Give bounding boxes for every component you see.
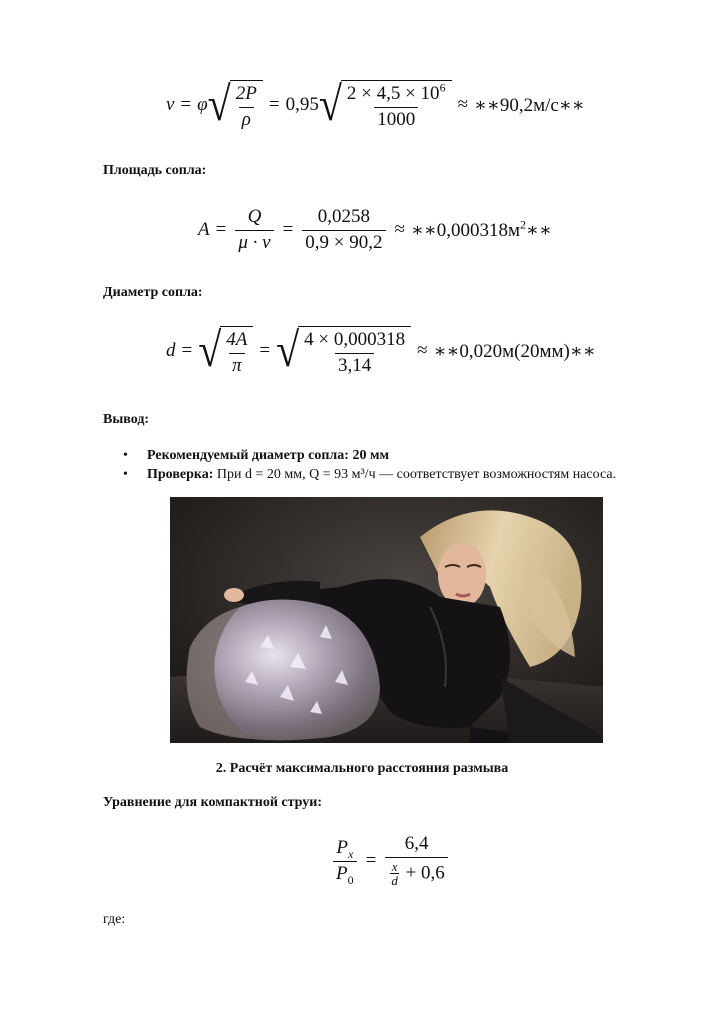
sqrt-numeric xyxy=(319,80,452,131)
sqrt-symbolic xyxy=(208,80,263,131)
numerator-symbolic: 2P xyxy=(235,83,257,104)
numerator-symbolic: 4A xyxy=(226,329,248,350)
heading-nozzle-diameter: Диаметр сопла: xyxy=(103,285,203,300)
area-result-value: ∗∗0,000318м xyxy=(410,219,521,241)
var-d: d xyxy=(166,340,176,362)
sqrt-symbolic xyxy=(198,326,253,377)
conclusion-list xyxy=(103,446,616,484)
numerator-value: 4 × 0,000318 xyxy=(304,329,406,350)
numerator-value: 6,4 xyxy=(404,833,429,854)
equals-sign: = xyxy=(365,850,377,872)
radical-icon: √ xyxy=(207,78,231,132)
list-item-text: При d = 20 мм, Q = 93 м³/ч — соответствует возможностям насоса. xyxy=(213,467,617,482)
bullet-icon: • xyxy=(123,448,128,463)
denominator-symbolic: π xyxy=(232,354,242,376)
equals-sign: = xyxy=(215,219,227,241)
denominator-value: 1000 xyxy=(377,108,416,130)
denominator-symbolic: μ · v xyxy=(238,231,271,253)
var-a: A xyxy=(198,219,210,241)
inner-fraction xyxy=(390,860,399,888)
denominator-tail: + 0,6 xyxy=(405,862,445,884)
var-x: x xyxy=(391,858,398,874)
approx-sign: ≈ xyxy=(394,219,405,241)
list-item xyxy=(103,465,616,484)
var-d: d xyxy=(391,872,398,888)
denominator-value: 0,9 × 90,2 xyxy=(305,231,383,253)
exponent: 2 xyxy=(520,217,527,232)
equals-sign: = xyxy=(180,94,192,116)
equals-sign: = xyxy=(259,340,271,362)
var-p: P xyxy=(336,836,348,858)
equals-sign: = xyxy=(181,340,193,362)
area-result-tail: ∗∗ xyxy=(526,219,552,241)
diameter-result: ∗∗0,020м(20мм)∗∗ xyxy=(433,340,596,362)
heading-jet-equation: Уравнение для компактной струи: xyxy=(103,795,322,810)
list-item xyxy=(103,446,616,465)
denominator-value: 3,14 xyxy=(338,354,372,376)
photo-woman-with-geode-icon xyxy=(170,497,603,743)
formula-area xyxy=(198,207,552,254)
equals-sign: = xyxy=(268,94,280,116)
coefficient: 0,95 xyxy=(285,94,319,116)
var-phi: φ xyxy=(197,94,208,116)
subscript: x xyxy=(347,846,354,861)
exponent: 6 xyxy=(439,80,446,95)
heading-nozzle-area: Площадь сопла: xyxy=(103,163,207,178)
heading-conclusion: Вывод: xyxy=(103,412,150,427)
var-p: P xyxy=(336,862,348,884)
var-v: v xyxy=(166,94,175,116)
radical-icon: √ xyxy=(276,324,300,378)
equals-sign: = xyxy=(282,219,294,241)
where-label: где: xyxy=(103,912,126,927)
list-item-bold: Рекомендуемый диаметр сопла: 20 мм xyxy=(147,448,390,463)
formula-diameter xyxy=(166,326,596,377)
formula-velocity xyxy=(166,80,585,131)
approx-sign: ≈ xyxy=(457,94,468,116)
list-item-bold: Проверка: xyxy=(147,467,214,482)
numerator-value: 0,0258 xyxy=(317,206,371,227)
radical-icon: √ xyxy=(198,324,222,378)
section-title: 2. Расчёт максимального расстояния размыва xyxy=(215,761,509,776)
photo-illustration xyxy=(170,497,603,743)
approx-sign: ≈ xyxy=(417,340,428,362)
radical-icon: √ xyxy=(318,78,342,132)
area-result xyxy=(411,219,552,242)
denominator-symbolic: ρ xyxy=(241,108,251,130)
formula-jet xyxy=(330,834,451,888)
numerator-symbolic: Q xyxy=(247,206,262,227)
subscript: 0 xyxy=(347,872,354,887)
numerator-value: 2 × 4,5 × 10 xyxy=(346,83,440,104)
sqrt-numeric xyxy=(276,326,411,377)
bullet-icon: • xyxy=(123,467,128,482)
velocity-result: ∗∗90,2м/с∗∗ xyxy=(474,94,585,116)
